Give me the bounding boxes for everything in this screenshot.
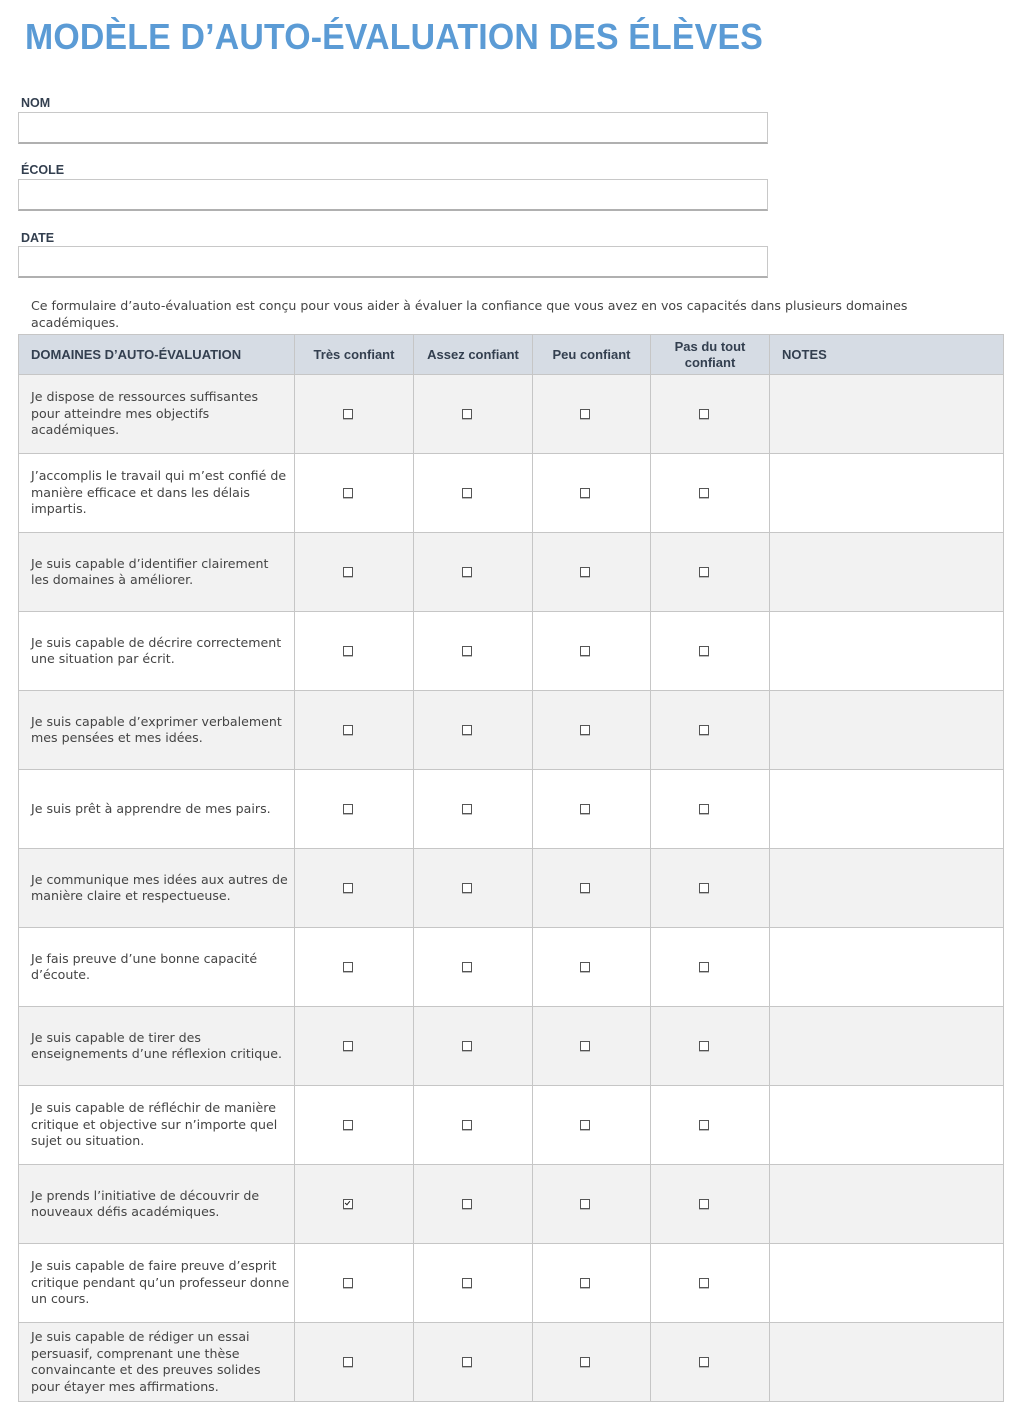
checkbox-icon[interactable] (580, 804, 590, 814)
checkbox-icon[interactable] (462, 962, 472, 972)
slightly-confident-cell (533, 1007, 651, 1086)
very-confident-cell (295, 1086, 414, 1165)
notes-cell[interactable] (770, 1165, 1004, 1244)
table-row (19, 1007, 1004, 1086)
checkbox-icon[interactable] (699, 804, 709, 814)
table-row (19, 691, 1004, 770)
table-row (19, 849, 1004, 928)
not-confident-cell (651, 1244, 770, 1323)
table-header-row (19, 335, 1004, 375)
checkbox-icon[interactable] (580, 883, 590, 893)
domain-cell: Je suis capable d’exprimer verbalement mes pensées et mes idées. (19, 691, 295, 770)
checkbox-icon[interactable] (580, 646, 590, 656)
checkbox-icon[interactable] (343, 1357, 353, 1367)
checkbox-icon[interactable] (343, 883, 353, 893)
checkbox-icon[interactable] (462, 488, 472, 498)
checkbox-icon[interactable] (699, 646, 709, 656)
checkbox-icon[interactable] (699, 409, 709, 419)
fairly-confident-cell (414, 1086, 533, 1165)
checkbox-icon[interactable] (699, 1357, 709, 1367)
domain-cell: Je suis prêt à apprendre de mes pairs. (19, 770, 295, 849)
checkbox-icon[interactable] (343, 804, 353, 814)
not-confident-cell (651, 849, 770, 928)
checkbox-icon[interactable] (699, 962, 709, 972)
domain-cell: Je suis capable de faire preuve d’esprit critique pendant qu’un professeur donne un cours. (19, 1244, 295, 1323)
slightly-confident-cell (533, 1165, 651, 1244)
domain-cell: Je suis capable de rédiger un essai persuasif, comprenant une thèse convaincante et des preuves solides pour étayer mes affirmations. (19, 1323, 295, 1402)
table-row (19, 375, 1004, 454)
table-row (19, 1086, 1004, 1165)
slightly-confident-cell (533, 928, 651, 1007)
checkbox-icon[interactable] (580, 1278, 590, 1288)
notes-cell[interactable] (770, 1086, 1004, 1165)
checkbox-icon[interactable] (699, 1041, 709, 1051)
checkbox-checked-icon[interactable] (343, 1199, 353, 1209)
checkbox-icon[interactable] (580, 962, 590, 972)
notes-cell[interactable] (770, 375, 1004, 454)
checkbox-icon[interactable] (343, 567, 353, 577)
very-confident-cell (295, 533, 414, 612)
notes-cell[interactable] (770, 454, 1004, 533)
table-row (19, 928, 1004, 1007)
checkbox-icon[interactable] (580, 1120, 590, 1130)
fairly-confident-cell (414, 612, 533, 691)
domain-cell: Je suis capable de décrire correctement une situation par écrit. (19, 612, 295, 691)
fairly-confident-cell (414, 454, 533, 533)
table-row (19, 770, 1004, 849)
slightly-confident-cell (533, 454, 651, 533)
header-very-confident: Très confiant (295, 335, 414, 375)
checkbox-icon[interactable] (699, 1199, 709, 1209)
header-domains: DOMAINES D’AUTO-ÉVALUATION (19, 335, 295, 375)
very-confident-cell (295, 1165, 414, 1244)
notes-cell[interactable] (770, 1323, 1004, 1402)
very-confident-cell (295, 1007, 414, 1086)
checkbox-icon[interactable] (699, 1278, 709, 1288)
not-confident-cell (651, 691, 770, 770)
not-confident-cell (651, 612, 770, 691)
slightly-confident-cell (533, 849, 651, 928)
school-field[interactable] (18, 179, 768, 211)
slightly-confident-cell (533, 1244, 651, 1323)
slightly-confident-cell (533, 612, 651, 691)
checkbox-icon[interactable] (343, 1041, 353, 1051)
checkbox-icon[interactable] (580, 1357, 590, 1367)
slightly-confident-cell (533, 1086, 651, 1165)
name-label: NOM (21, 96, 51, 110)
header-fairly-confident: Assez confiant (414, 335, 533, 375)
header-not-confident: Pas du tout confiant (651, 335, 770, 375)
slightly-confident-cell (533, 375, 651, 454)
fairly-confident-cell (414, 1323, 533, 1402)
very-confident-cell (295, 770, 414, 849)
notes-cell[interactable] (770, 928, 1004, 1007)
not-confident-cell (651, 1086, 770, 1165)
not-confident-cell (651, 1007, 770, 1086)
very-confident-cell (295, 1323, 414, 1402)
checkbox-icon[interactable] (462, 1357, 472, 1367)
table-row (19, 1323, 1004, 1402)
very-confident-cell (295, 849, 414, 928)
slightly-confident-cell (533, 691, 651, 770)
very-confident-cell (295, 691, 414, 770)
checkbox-icon[interactable] (580, 567, 590, 577)
checkbox-icon[interactable] (343, 962, 353, 972)
fairly-confident-cell (414, 1244, 533, 1323)
name-field[interactable] (18, 112, 768, 144)
domain-cell: Je suis capable de tirer des enseignements d’une réflexion critique. (19, 1007, 295, 1086)
date-label: DATE (21, 231, 55, 245)
checkbox-icon[interactable] (699, 725, 709, 735)
notes-cell[interactable] (770, 691, 1004, 770)
table-row (19, 1244, 1004, 1323)
table-row (19, 1165, 1004, 1244)
notes-cell[interactable] (770, 1007, 1004, 1086)
table-row (19, 533, 1004, 612)
checkbox-icon[interactable] (699, 1120, 709, 1130)
checkbox-icon[interactable] (699, 488, 709, 498)
checkbox-icon[interactable] (462, 1120, 472, 1130)
not-confident-cell (651, 454, 770, 533)
checkbox-icon[interactable] (343, 646, 353, 656)
very-confident-cell (295, 612, 414, 691)
fairly-confident-cell (414, 533, 533, 612)
not-confident-cell (651, 1323, 770, 1402)
checkbox-icon[interactable] (580, 409, 590, 419)
fairly-confident-cell (414, 849, 533, 928)
checkbox-icon[interactable] (343, 488, 353, 498)
notes-cell[interactable] (770, 612, 1004, 691)
checkbox-icon[interactable] (343, 1120, 353, 1130)
domain-cell: J’accomplis le travail qui m’est confié de manière efficace et dans les délais impartis. (19, 454, 295, 533)
domain-cell: Je prends l’initiative de découvrir de nouveaux défis académiques. (19, 1165, 295, 1244)
school-label: ÉCOLE (21, 163, 65, 177)
domain-cell: Je communique mes idées aux autres de manière claire et respectueuse. (19, 849, 295, 928)
date-field[interactable] (18, 246, 768, 278)
slightly-confident-cell (533, 1323, 651, 1402)
checkbox-icon[interactable] (580, 1199, 590, 1209)
not-confident-cell (651, 533, 770, 612)
header-slightly-confident: Peu confiant (533, 335, 651, 375)
fairly-confident-cell (414, 375, 533, 454)
checkbox-icon[interactable] (462, 725, 472, 735)
checkbox-icon[interactable] (343, 1278, 353, 1288)
notes-cell[interactable] (770, 1244, 1004, 1323)
not-confident-cell (651, 375, 770, 454)
checkbox-icon[interactable] (462, 1199, 472, 1209)
header-notes: NOTES (770, 335, 1004, 375)
fairly-confident-cell (414, 691, 533, 770)
notes-cell[interactable] (770, 533, 1004, 612)
not-confident-cell (651, 770, 770, 849)
slightly-confident-cell (533, 533, 651, 612)
very-confident-cell (295, 1244, 414, 1323)
domain-cell: Je dispose de ressources suffisantes pour atteindre mes objectifs académiques. (19, 375, 295, 454)
checkbox-icon[interactable] (462, 1041, 472, 1051)
checkbox-icon[interactable] (699, 567, 709, 577)
very-confident-cell (295, 928, 414, 1007)
fairly-confident-cell (414, 1007, 533, 1086)
checkbox-icon[interactable] (580, 488, 590, 498)
not-confident-cell (651, 928, 770, 1007)
checkbox-icon[interactable] (580, 725, 590, 735)
table-row (19, 454, 1004, 533)
intro-text: Ce formulaire d’auto-évaluation est conçu pour vous aider à évaluer la confiance que vous avez en vos capacités dans plusieurs domaines académiques. (31, 298, 908, 330)
checkbox-icon[interactable] (462, 804, 472, 814)
page-title: MODÈLE D’AUTO-ÉVALUATION DES ÉLÈVES (25, 16, 763, 57)
checkbox-icon[interactable] (343, 725, 353, 735)
domain-cell: Je fais preuve d’une bonne capacité d’écoute. (19, 928, 295, 1007)
very-confident-cell (295, 454, 414, 533)
checkbox-icon[interactable] (462, 567, 472, 577)
notes-cell[interactable] (770, 849, 1004, 928)
checkbox-icon[interactable] (699, 883, 709, 893)
very-confident-cell (295, 375, 414, 454)
checkbox-icon[interactable] (343, 409, 353, 419)
checkbox-icon[interactable] (462, 646, 472, 656)
fairly-confident-cell (414, 928, 533, 1007)
checkbox-icon[interactable] (462, 409, 472, 419)
domain-cell: Je suis capable d’identifier clairement les domaines à améliorer. (19, 533, 295, 612)
slightly-confident-cell (533, 770, 651, 849)
table-row (19, 612, 1004, 691)
checkbox-icon[interactable] (580, 1041, 590, 1051)
domain-cell: Je suis capable de réfléchir de manière critique et objective sur n’importe quel sujet ou situation. (19, 1086, 295, 1165)
checkbox-icon[interactable] (462, 1278, 472, 1288)
not-confident-cell (651, 1165, 770, 1244)
notes-cell[interactable] (770, 770, 1004, 849)
checkbox-icon[interactable] (462, 883, 472, 893)
fairly-confident-cell (414, 770, 533, 849)
self-assessment-table (18, 334, 1004, 1402)
fairly-confident-cell (414, 1165, 533, 1244)
